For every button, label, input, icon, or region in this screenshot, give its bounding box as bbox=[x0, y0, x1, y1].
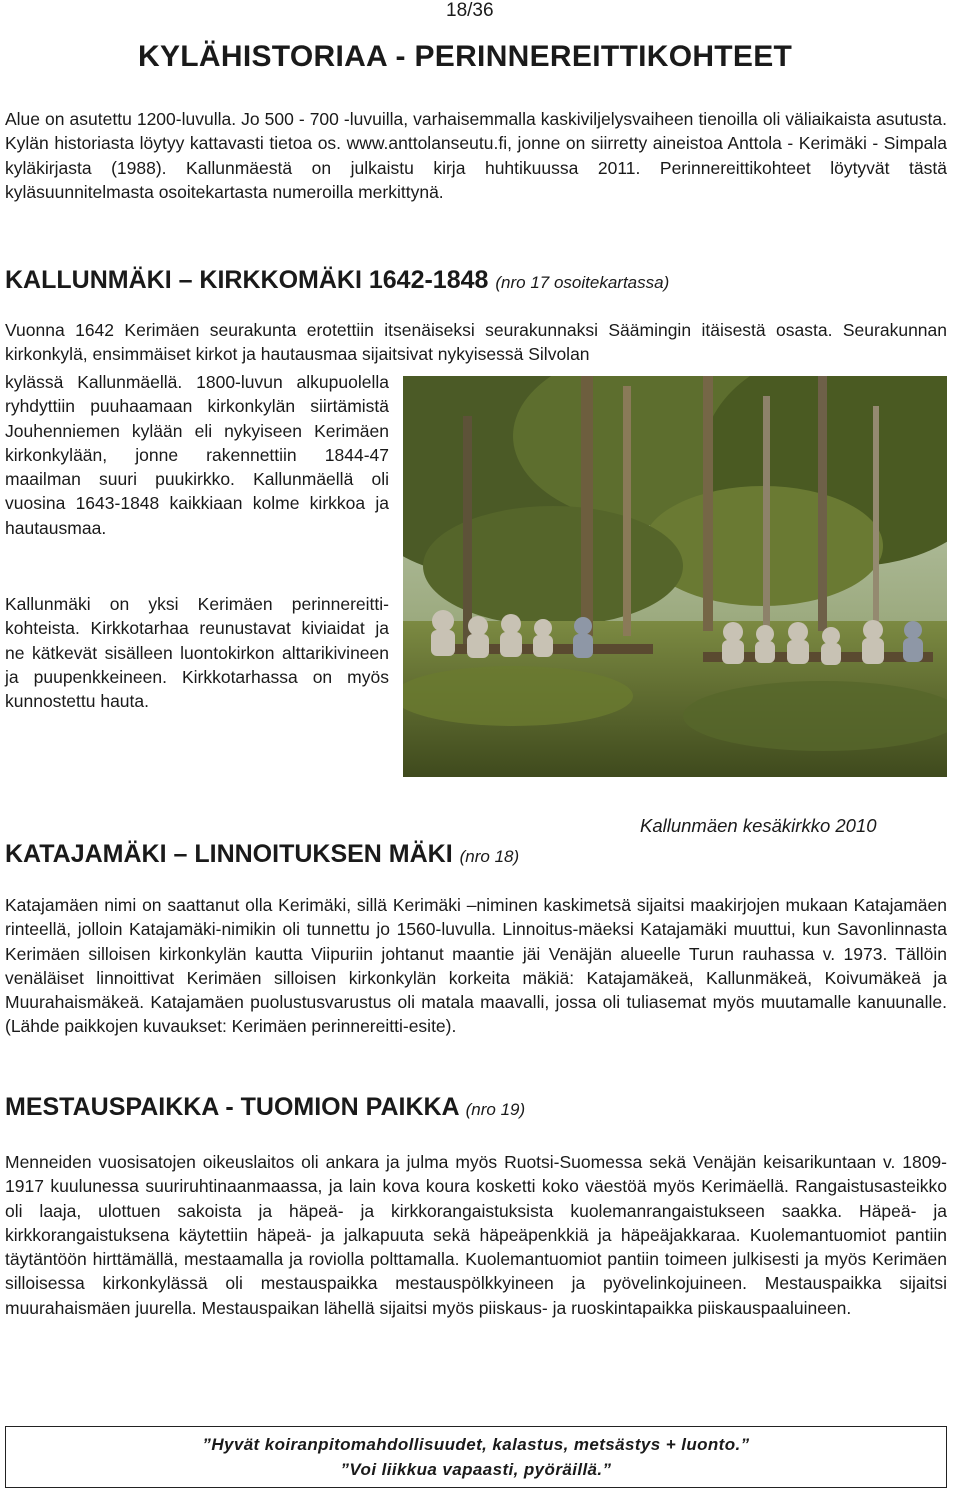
mestauspaikka-paragraph: Menneiden vuosisatojen oikeuslaitos oli ankara ja julma myös Ruotsi-Suomessa sekä Venäjän keisarikuntaan v. 1809-1917 kuulunessa suuriruhtinaanmaassa, ja lain kova koura kosketti koko väestöä myös Kerimäellä. Rangaistusasteikko oli laaja, ulottuen sakoista ja häpeä- ja kirkkorangaistuksista kuolemanrangaistukseen saakka. Häpeä- ja kirkkorangaistuksena käytettiin häpeä- ja jalkapuuta sekä häpeäpenkkiä ja häpeäjakkaraa. Kuolemantuomiot pantiin täytäntöön hirttämällä, mestaamalla ja roviolla polttamalla. Kuolemantuomiot pantiin toimeen julkisesti ja myös Kerimäen silloisessa kirkonkylässä oli mestauspaikka mestauspölkkyineen ja pyövelinkojuineen. Mestauspaikka sijaitsi muurahaismäen juurella. Mestauspaikan lähellä sijaitsi myös piiskaus- ja ruoskintapaikka piiskauspaaluineen. bbox=[5, 1152, 947, 1318]
kallunmaki-paragraph-column: kylässä Kallunmäellä. 1800-luvun alkupuolella ryhdyttiin puuhaamaan kirkonkylän siirtämistä Jouhenniemen kylään eli nykyiseen Kerimäen kirkonkylään, jonne rakennettiin 1844-47 maailman suuri puukirkko. Kallunmäellä oli vuosina 1643-1848 kaikkiaan kolme kirkkoa ja hautausmaa. bbox=[5, 372, 389, 538]
section-heading-mestauspaikka bbox=[5, 1093, 525, 1122]
quote-line-1: ”Hyvät koiranpitomahdollisuudet, kalastus, metsästys + luonto.” bbox=[202, 1435, 750, 1454]
heading-text: KATAJAMÄKI – LINNOITUKSEN MÄKI bbox=[5, 840, 453, 868]
quote-box bbox=[5, 1426, 947, 1488]
section-heading-kallunmaki bbox=[5, 266, 669, 295]
intro-paragraph: Alue on asutettu 1200-luvulla. Jo 500 - 700 -luvuilla, varhaisemmalla kaskiviljelysvaiheen tienoilla oli väliaikaista asutusta. Kylän historiasta löytyy kattavasti tietoa os. www.anttolanseutu.fi, jonne on siirretty aineistoa Anttola - Kerimäki - Simpala kyläkirjasta (1988). Kallunmäestä on julkaistu kirja huhtikuussa 2011. Perinnereittikohteet löytyvät tästä kyläsuunnitelmasta osoitekartasta numeroilla merkittynä. bbox=[5, 109, 947, 202]
heading-subtext: (nro 19) bbox=[465, 1100, 526, 1119]
page-title: KYLÄHISTORIAA - PERINNEREITTIKOHTEET bbox=[138, 40, 793, 73]
quote-line-2: ”Voi liikkua vapaasti, pyöräillä.” bbox=[340, 1460, 612, 1479]
kallunmaki-paragraph: Vuonna 1642 Kerimäen seurakunta erotettiin itsenäiseksi seurakunnaksi Säämingin itäisestä osasta. Seurakunnan kirkonkylä, ensimmäiset kirkot ja hautausmaa sijaitsivat nykyisessä Silvolan bbox=[5, 320, 947, 365]
heading-subtext: (nro 17 osoitekartassa) bbox=[495, 273, 670, 292]
summer-church-photo bbox=[403, 376, 947, 777]
heading-text: KALLUNMÄKI – KIRKKOMÄKI 1642-1848 bbox=[5, 266, 489, 294]
page-number: 18/36 bbox=[446, 0, 494, 21]
heading-subtext: (nro 18) bbox=[459, 847, 520, 866]
heading-text: MESTAUSPAIKKA - TUOMION PAIKKA bbox=[5, 1093, 459, 1121]
katajamaki-paragraph: Katajamäen nimi on saattanut olla Kerimäki, sillä Kerimäki –niminen kaskimetsä sijaitsi maakirjojen mukaan Katajamäen rinteellä, jolloin Katajamäki-nimikin oli tunnettu jo 1560-luvulla. Linnoitus-mäeksi Katajamäki muuttui, kun Savonlinnasta Kerimäen silloisen kirkonkylän kautta Viipuriin johtanut maantie jäi Venäjän alueelle Turun rauhassa v. 1973. Tällöin venäläiset linnoittivat Kerimäen silloisen kirkonkylän korkeita mäkiä: Katajamäkeä, Kallunmäkeä, Koivumäkeä ja Muurahaismäkeä. Katajamäen puolustusvarustus oli matala maavalli, jossa oli tuliasemat myös muutamalle kanuunalle. (Lähde paikkojen kuvaukset: Kerimäen perinnereitti-esite). bbox=[5, 895, 947, 1037]
section-heading-katajamaki bbox=[5, 840, 519, 869]
photo-caption: Kallunmäen kesäkirkko 2010 bbox=[640, 815, 877, 836]
kallunmaki-paragraph-column-2: Kallunmäki on yksi Kerimäen perinnereitti-kohteista. Kirkkotarhaa reunustavat kiviaidat ja ne kätkevät sisälleen luontokirkon alttarikivineen ja puupenkkeineen. Kirkkotarhassa on myös kunnostettu hauta. bbox=[5, 594, 389, 712]
